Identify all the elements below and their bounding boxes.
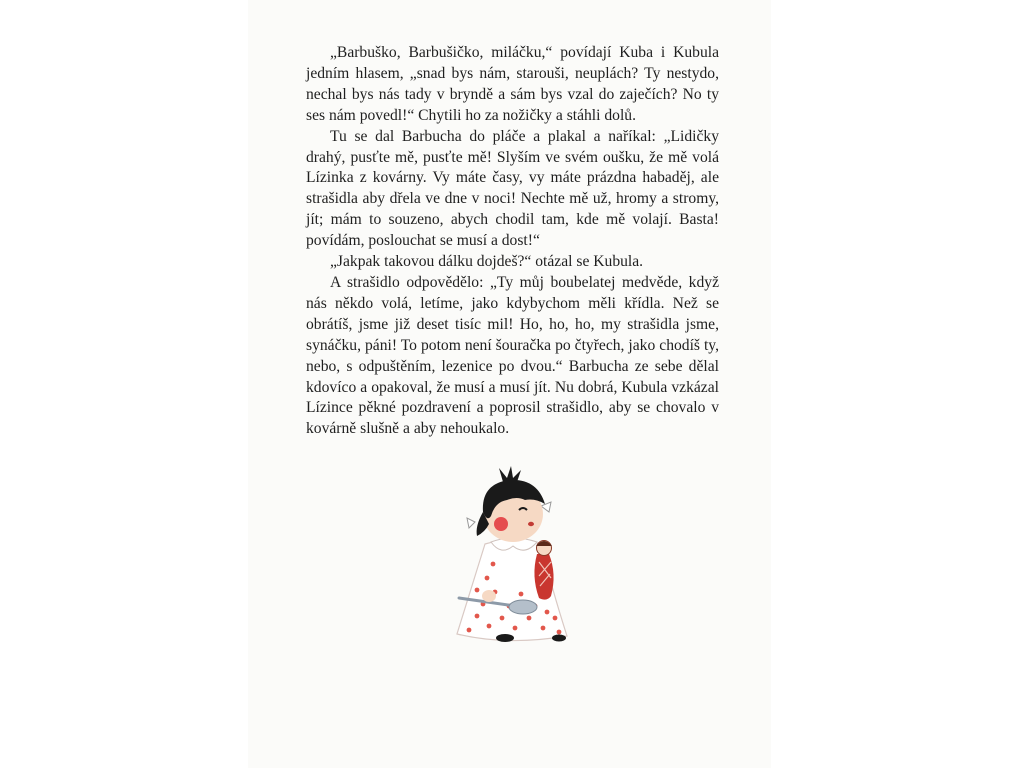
story-text <box>306 43 719 440</box>
paragraph-3: „Jakpak takovou dálku dojdeš?“ otázal se Kubula. <box>330 253 644 271</box>
hand <box>482 590 496 602</box>
foot-left <box>496 634 514 642</box>
girl-with-doll-illustration <box>447 466 577 646</box>
foot-right <box>552 635 566 642</box>
mouth <box>528 522 534 526</box>
right-margin <box>771 0 1024 768</box>
doll <box>534 541 553 600</box>
cheek <box>494 517 508 531</box>
left-margin <box>0 0 248 768</box>
paragraph-1: „Barbuško, Barbušičko, miláčku,“ povídají Kuba i Kubula jedním hlasem, „snad bys nám, starouši, neuplách? Ty nestydo, nechal bys nás tady v bryndě a sám bys vzal do zaječích? No ty ses nám povedl!“ Chytili ho za nožičky a stáhli dolů. <box>306 44 719 124</box>
girl-illustration-svg <box>447 466 577 646</box>
paragraph-4: A strašidlo odpovědělo: „Ty můj boubelatej medvěde, když nás někdo volá, letíme, jako kdybychom měli křídla. Než se obrátíš, jsme již deset tisíc mil! Ho, ho, ho, my strašidla jsme, synáčku, páni! To potom není šouračka po čtyřech, jako chodíš ty, nebo, s odpuštěním, lezenice po dvou.“ Barbucha ze sebe dělal kdovíco a opakoval, že musí a musí jít. Nu dobrá, Kubula vzkázal Lízince pěkné pozdravení a poprosil strašidlo, aby se chovalo v kovárně slušně a aby nehoukalo. <box>306 273 719 438</box>
hair-tuft <box>499 466 521 482</box>
paragraph-2: Tu se dal Barbucha do pláče a plakal a naříkal: „Lidičky drahý, pusťte mě, pusťte mě! Slyším ve svém oušku, že mě volá Lízinka z kovárny. Vy máte časy, vy máte prázdna habaděj, ale strašidla aby dřela ve dne v noci! Nechte mě už, hromy a stromy, jít; mám to souzeno, abych chodil tam, kde mě volají. Basta! povídám, poslouchat se musí a dost!“ <box>306 127 719 250</box>
